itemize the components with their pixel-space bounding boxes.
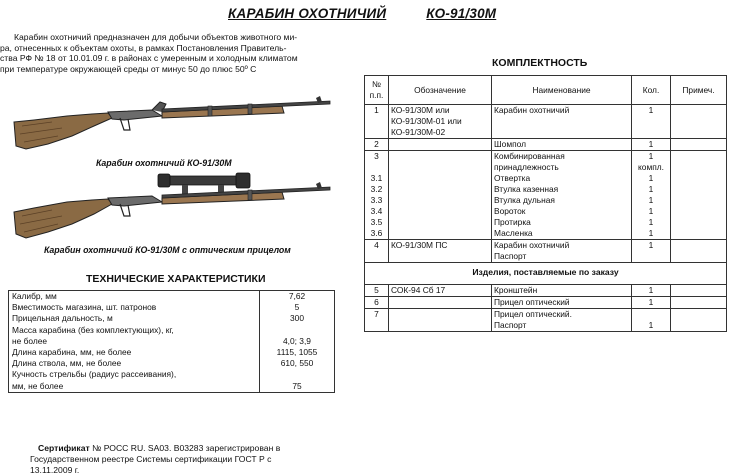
intro-line: при температуре окружающей среды от минус 50 до плюс 50º С <box>0 63 257 74</box>
certificate-label: Сертификат <box>38 443 90 453</box>
title-model: КО-91/30М <box>426 6 497 21</box>
col-header-designation: Обозначение <box>389 76 492 105</box>
param-text: не более <box>12 335 48 346</box>
col-header-num: № п.п. <box>365 76 389 105</box>
col-header-qty: Кол. <box>632 76 671 105</box>
value-text <box>263 325 331 336</box>
col-header-name: Наименование <box>492 76 632 105</box>
value-text: 4,0; 3,9 <box>283 335 311 346</box>
rifle-caption: Карабин охотничий КО-91/30М <box>96 158 232 168</box>
col-header-note: Примеч. <box>671 76 727 105</box>
table-row: 4 КО-91/30М ПС Карабин охотничий Паспорт 1 <box>365 240 727 263</box>
param-text: Масса карабина (без комплектующих), кг, <box>12 324 174 335</box>
intro-line: Карабин охотничий предназначен для добычи объектов животного ми- <box>14 32 298 42</box>
page-title <box>228 6 496 21</box>
intro-paragraph <box>0 32 350 74</box>
rifle-illustration <box>12 86 332 156</box>
value-text: 1115, 1055 <box>276 346 318 357</box>
value-text: 300 <box>290 313 304 324</box>
param-text: мм, не более <box>12 380 64 391</box>
param-text: Калибр, мм <box>12 291 57 301</box>
param-text: Кучность стрельбы (радиус рассеивания), <box>12 369 177 380</box>
tech-values-cell <box>260 291 335 393</box>
title-product: КАРАБИН ОХОТНИЧИЙ <box>228 6 387 21</box>
table-row: 6 Прицел оптический 1 <box>365 297 727 309</box>
tech-heading: ТЕХНИЧЕСКИЕ ХАРАКТЕРИСТИКИ <box>86 273 266 285</box>
table-row: 1 КО-91/30М или КО-91/30М-01 или КО-91/30М-02 Карабин охотничий 1 <box>365 105 727 139</box>
scoped-rifle-illustration <box>12 172 332 242</box>
value-text: 610, 550 <box>280 358 314 369</box>
table-row: 3 3.1 3.2 3.3 3.4 3.5 3.6 Комбинированная принадлежность Отвертка Втулка казенная Втулка дульная Вороток Протирка Масленка 1 компл. 1 1 1 1 1 1 <box>365 151 727 240</box>
kit-table <box>364 75 727 332</box>
certificate-registry: Государственном реестре Системы сертификации ГОСТ Р с <box>30 454 272 464</box>
value-text: 5 <box>294 302 300 313</box>
table-row: 2 Шомпол 1 <box>365 139 727 151</box>
table-row: 5 СОК-94 Сб 17 Кронштейн 1 <box>365 285 727 297</box>
scoped-rifle-caption: Карабин охотничий КО-91/30М с оптическим прицелом <box>44 245 291 255</box>
certificate-note <box>4 443 354 476</box>
param-text: Длина ствола, мм, не более <box>12 358 122 369</box>
param-text: Вместимость магазина, шт. патронов <box>12 302 157 313</box>
kit-heading: КОМПЛЕКТНОСТЬ <box>492 57 588 69</box>
tech-table <box>8 290 335 393</box>
table-header-row <box>365 76 727 105</box>
order-section-heading: Изделия, поставляемые по заказу <box>365 263 727 285</box>
table-section-row <box>365 263 727 285</box>
tech-params-cell <box>9 291 260 393</box>
value-text: 75 <box>292 380 302 391</box>
intro-line: ства РФ № 18 от 10.01.09 г. в районах с умеренным и холодным климатом <box>0 53 298 64</box>
certificate-date: 13.11.2009 г. <box>30 465 80 475</box>
param-text: Длина карабина, мм, не более <box>12 346 132 357</box>
param-text: Прицельная дальность, м <box>12 313 113 324</box>
value-text <box>263 369 331 380</box>
table-row: 7 Прицел оптический. Паспорт 1 <box>365 309 727 332</box>
table-row <box>9 291 335 393</box>
value-text: 7,62 <box>288 291 306 301</box>
certificate-number: № РОСС RU. SA03. В03283 зарегистрирован в <box>89 443 281 453</box>
intro-line: ра, отнесенных к объектам охоты, в рамках Постановления Правитель- <box>0 42 287 53</box>
